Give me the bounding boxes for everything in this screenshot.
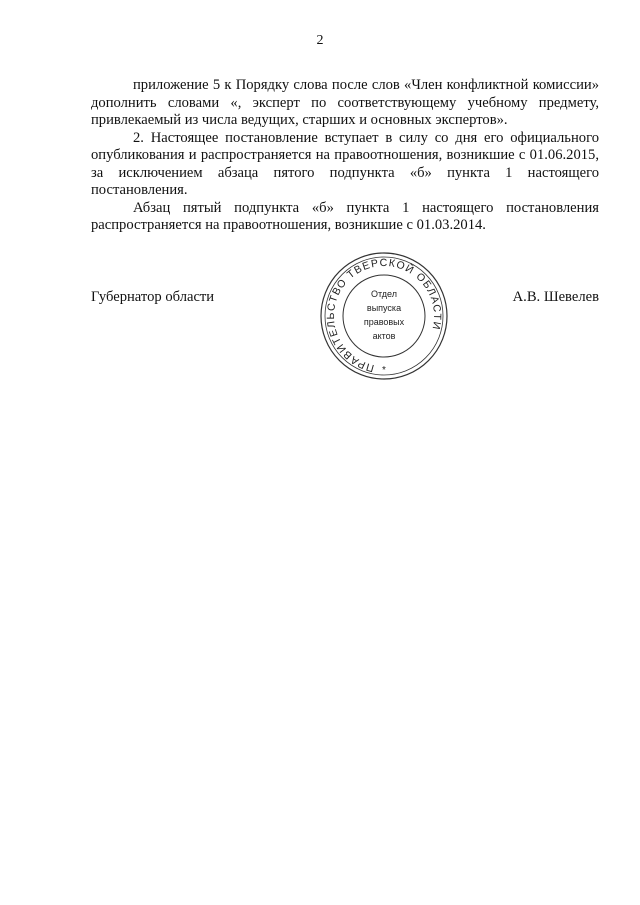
seal-center-line: правовых (363, 317, 405, 327)
signatory-name: А.В. Шевелев (512, 289, 599, 305)
page-number: 2 (316, 33, 324, 48)
seal-center-line: актов (372, 331, 396, 341)
paragraph-amendment: приложение 5 к Порядку слова после слов «Член конфликтной комиссии» дополнить словами «, эксперт по соответствующему учебному предмету, привлекаемый из числа ведущих, старших и основных экспертов». (91, 77, 599, 128)
document-body (91, 77, 599, 235)
signatory-title: Губернатор области (91, 289, 215, 305)
seal-center-line: выпуска (366, 303, 402, 313)
paragraph-effective-date: 2. Настоящее постановление вступает в силу со дня его официального опубликования и распространяется на правоотношения, возникшие с 01.06.2015, за исключением абзаца пятого подпункта «б» пункта 1 настоящего постановления. (91, 129, 599, 198)
seal-center-line: Отдел (370, 289, 398, 299)
seal-star-icon: * (382, 365, 386, 376)
paragraph-retroactive: Абзац пятый подпункта «б» пункта 1 настоящего постановления распространяется на правоотношения, возникшие с 01.03.2014. (91, 199, 599, 233)
seal-ring-text: ПРАВИТЕЛЬСТВО ТВЕРСКОЙ ОБЛАСТИ (324, 256, 444, 374)
official-seal (314, 248, 454, 384)
